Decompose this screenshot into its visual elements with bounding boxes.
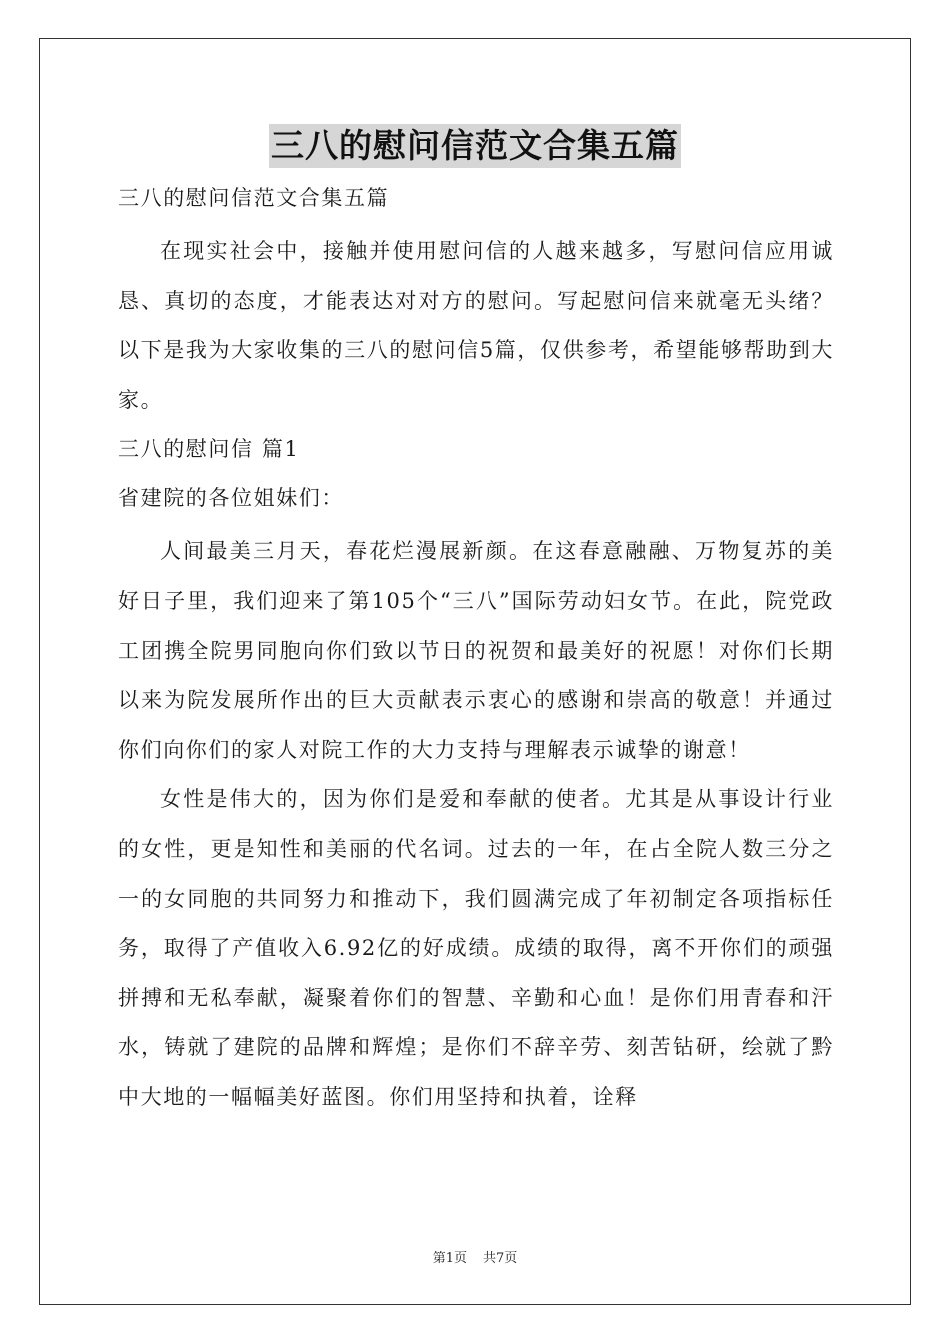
document-body (118, 174, 834, 1123)
letter-paragraph-1: 人间最美三月天，春花烂漫展新颜。在这春意融融、万物复苏的美好日子里，我们迎来了第105个“三八”国际劳动妇女节。在此，院党政工团携全院男同胞向你们致以节日的祝贺和最美好的祝愿！对你们长期以来为院发展所作出的巨大贡献表示衷心的感谢和崇高的敬意！并通过你们向你们的家人对院工作的大力支持与理解表示诚挚的谢意！ (118, 539, 834, 762)
page-number: 第1页 (432, 1251, 467, 1266)
document-title: 三八的慰问信范文合集五篇 (269, 124, 681, 168)
intro-paragraph: 在现实社会中，接触并使用慰问信的人越来越多，写慰问信应用诚恳、真切的态度，才能表达对对方的慰问。写起慰问信来就毫无头绪？以下是我为大家收集的三八的慰问信5篇，仅供参考，希望能够帮助到大家。 (118, 239, 834, 412)
page-total: 共7页 (483, 1251, 518, 1266)
section-heading: 三八的慰问信 篇1 (118, 437, 300, 462)
letter-paragraph-2: 女性是伟大的，因为你们是爱和奉献的使者。尤其是从事设计行业的女性，更是知性和美丽的代名词。过去的一年，在占全院人数三分之一的女同胞的共同努力和推动下，我们圆满完成了年初制定各项指标任务，取得了产值收入6.92亿的好成绩。成绩的取得，离不开你们的顽强拼搏和无私奉献，凝聚着你们的智慧、辛勤和心血！是你们用青春和汗水，铸就了建院的品牌和辉煌；是你们不辞辛劳、刻苦钻研，绘就了黔中大地的一幅幅美好蓝图。你们用坚持和执着，诠释 (118, 787, 834, 1109)
page-footer (0, 1247, 950, 1266)
document-subtitle: 三八的慰问信范文合集五篇 (118, 186, 390, 210)
salutation: 省建院的各位姐妹们： (118, 486, 344, 511)
title-container (0, 124, 950, 168)
